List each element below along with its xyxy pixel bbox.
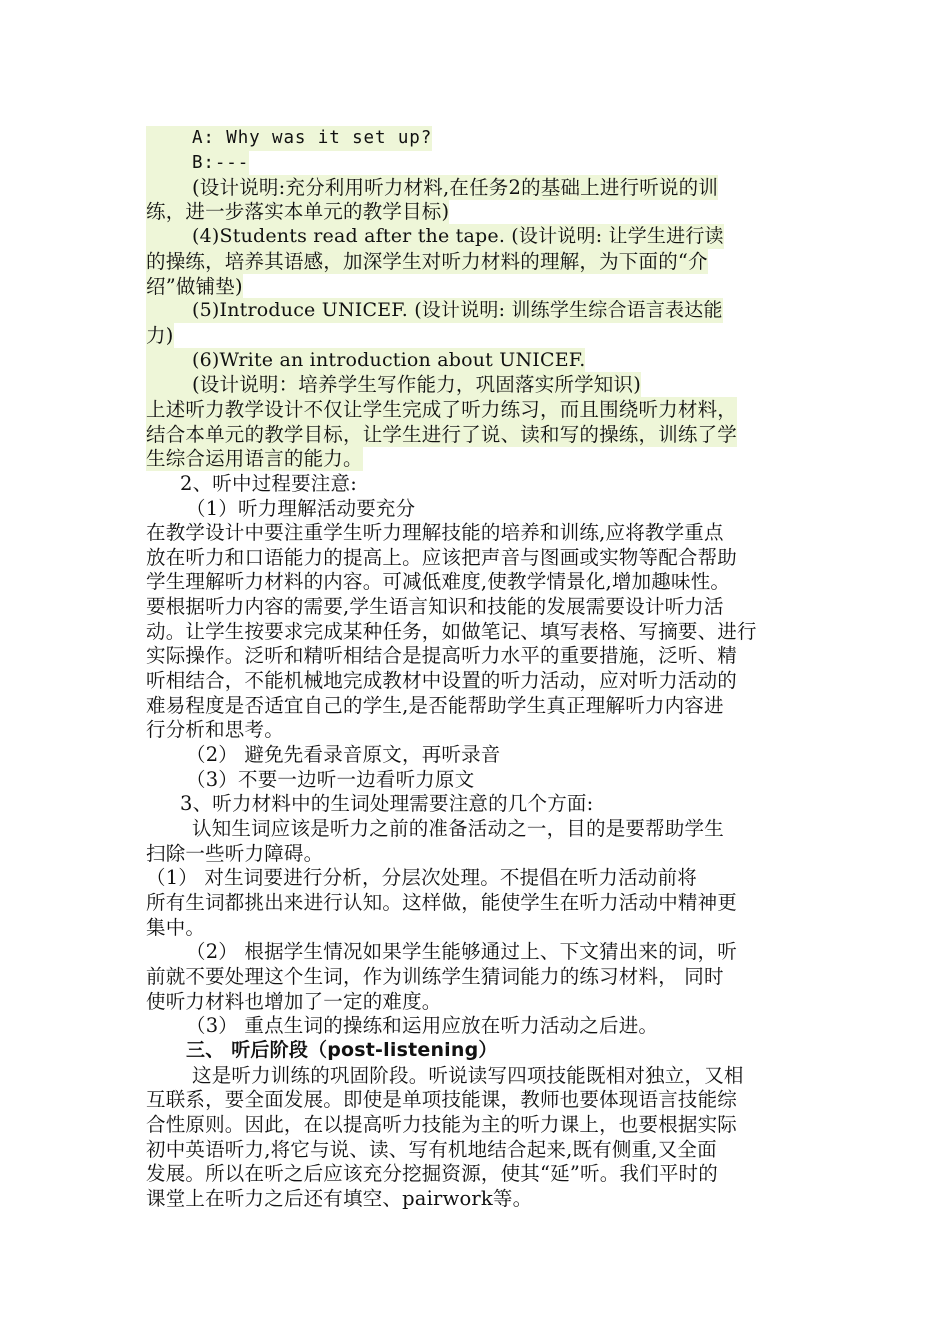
text-line: 课堂上在听力之后还有填空、pairwork等。 [146,1187,533,1210]
text-line: 放在听力和口语能力的提高上。应该把声音与图画或实物等配合帮助 [146,546,738,569]
text-line: 3、听力材料中的生词处理需要注意的几个方面: [180,792,594,815]
text-line: (设计说明：培养学生写作能力，巩固落实所学知识) [146,372,641,397]
text-line: A: Why was it set up? [146,126,432,151]
text-line: 力) [146,324,174,347]
text-line: 认知生词应该是听力之前的准备活动之一，目的是要帮助学生 [192,817,724,840]
text-line: （1） 对生词要进行分析，分层次处理。不提倡在听力活动前将 [146,866,697,889]
text-line: 初中英语听力,将它与说、读、写有机地结合起来,既有侧重,又全面 [146,1138,717,1161]
text-line: 学生理解听力材料的内容。可减低难度,使教学情景化,增加趣味性。 [146,570,731,593]
text-line: 的操练，培养其语感，加深学生对听力材料的理解，为下面的“介 [146,250,708,273]
text-line: (5)Introduce UNICEF. (设计说明: 训练学生综合语言表达能 [146,298,723,323]
text-line: 实际操作。泛听和精听相结合是提高听力水平的重要措施，泛听、精 [146,644,738,667]
text-line: 难易程度是否适宜自己的学生,是否能帮助学生真正理解听力内容进 [146,694,724,717]
section-heading: 三、 听后阶段（post-listening） [186,1039,498,1061]
text-line: 结合本单元的教学目标，让学生进行了说、读和写的操练，训练了学 [146,423,738,446]
text-line: 听相结合，不能机械地完成教材中设置的听力活动，应对听力活动的 [146,669,738,692]
text-line: 扫除一些听力障碍。 [146,842,324,865]
text-line: 合性原则。因此，在以提高听力技能为主的听力课上，也要根据实际 [146,1113,738,1136]
text-line: 练，进一步落实本单元的教学目标) [146,200,450,223]
text-line: 所有生词都挑出来进行认知。这样做，能使学生在听力活动中精神更 [146,891,738,914]
text-line: 发展。所以在听之后应该充分挖掘资源，使其“延”听。我们平时的 [146,1162,718,1185]
text-line: (设计说明:充分利用听力材料,在任务2的基础上进行听说的训 [146,175,718,200]
text-line: （3） 重点生词的操练和运用应放在听力活动之后进。 [186,1014,659,1037]
text-line: B:--- [146,151,249,176]
text-line: 绍”做铺垫) [146,275,243,298]
text-line: （3）不要一边听一边看听力原文 [186,768,475,791]
text-line: 生综合运用语言的能力。 [146,447,363,470]
text-line: （2） 根据学生情况如果学生能够通过上、下文猜出来的词，听 [186,940,737,963]
text-line: 使听力材料也增加了一定的难度。 [146,990,442,1013]
text-line: （1）听力理解活动要充分 [186,497,416,520]
text-line: 上述听力教学设计不仅让学生完成了听力练习，而且围绕听力材料， [146,398,738,421]
text-line: (4)Students read after the tape. (设计说明: 让学生进行读 [146,224,724,249]
text-line: 在教学设计中要注重学生听力理解技能的培养和训练,应将教学重点 [146,521,724,544]
text-line: 集中。 [146,916,206,939]
text-line: （2） 避免先看录音原文，再听录音 [186,743,501,766]
text-line: 前就不要处理这个生词，作为训练学生猜词能力的练习材料， 同时 [146,965,724,988]
text-line: 行分析和思考。 [146,718,284,741]
text-line: 2、听中过程要注意: [180,472,357,495]
text-line: 这是听力训练的巩固阶段。听说读写四项技能既相对独立，又相 [192,1064,744,1087]
text-line: (6)Write an introduction about UNICEF. [146,348,585,373]
text-line: 动。让学生按要求完成某种任务，如做笔记、填写表格、写摘要、进行 [146,620,757,643]
text-line: 要根据听力内容的需要,学生语言知识和技能的发展需要设计听力活 [146,595,724,618]
text-line: 互联系，要全面发展。即使是单项技能课，教师也要体现语言技能综 [146,1088,738,1111]
